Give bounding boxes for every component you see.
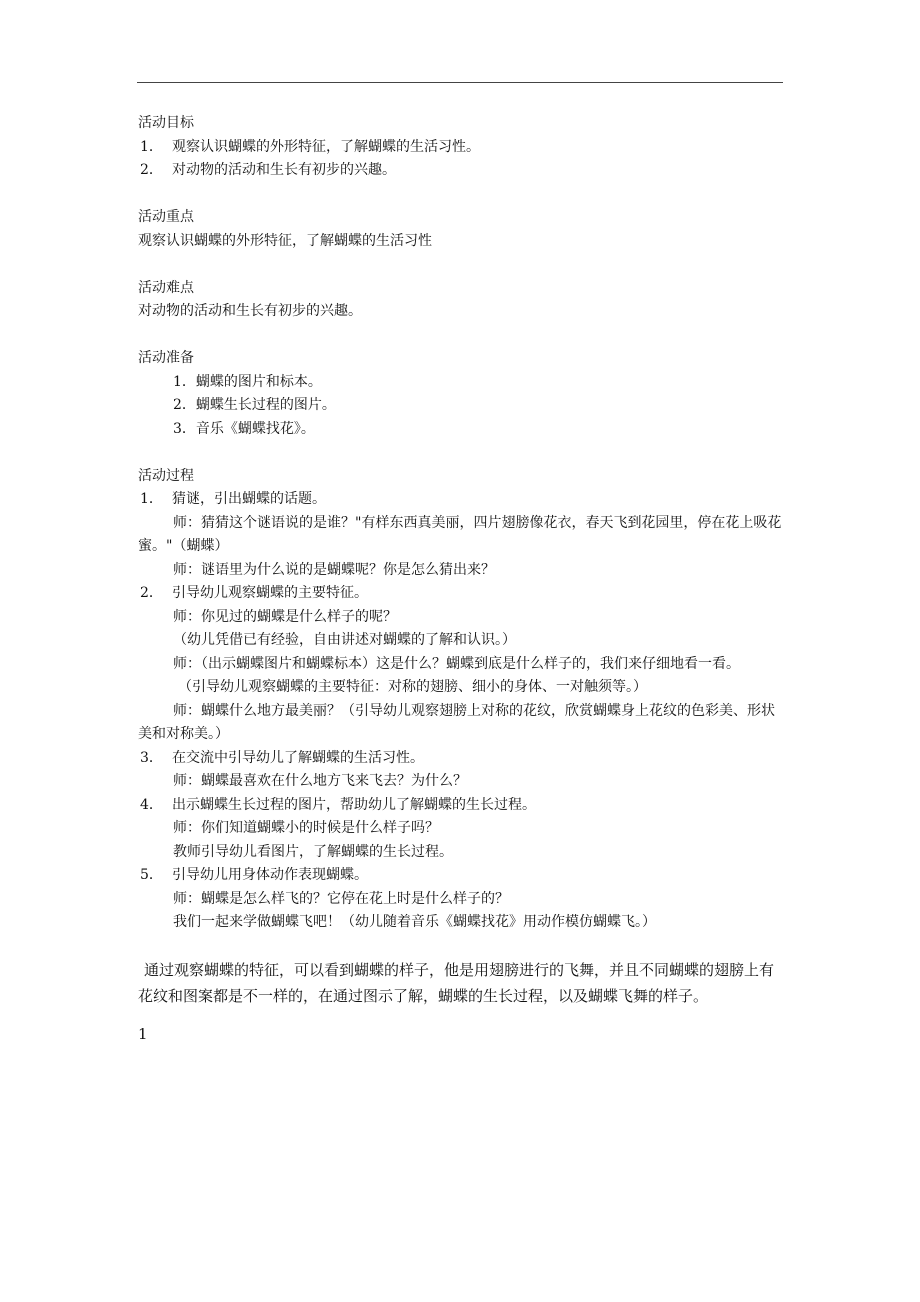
step-title: 猜谜，引出蝴蝶的话题。 bbox=[172, 491, 326, 507]
spacer bbox=[138, 324, 788, 348]
process-step-2 bbox=[138, 582, 788, 606]
summary-paragraph: 通过观察蝴蝶的特征，可以看到蝴蝶的样子，他是用翅膀进行的飞舞，并且不同蝴蝶的翅膀上有花纹和图案都是不一样的，在通过图示了解，蝴蝶的生长过程，以及蝴蝶飞舞的样子。 bbox=[138, 960, 775, 1005]
difficulty-heading: 活动难点 bbox=[138, 279, 194, 296]
focus-text: 观察认识蝴蝶的外形特征，了解蝴蝶的生活习性 bbox=[138, 232, 432, 249]
document-body bbox=[138, 112, 788, 1059]
preparation-item: 2．蝴蝶生长过程的图片。 bbox=[173, 397, 336, 413]
step-paragraph: 师：谜语里为什么说的是蝴蝶呢？你是怎么猜出来？ bbox=[173, 561, 495, 578]
step-paragraph: 师：蝴蝶是怎么样飞的？它停在花上时是什么样子的？ bbox=[173, 890, 509, 907]
step-paragraph: 教师引导幼儿看图片，了解蝴蝶的生长过程。 bbox=[173, 843, 453, 860]
step-num: 4． bbox=[140, 796, 163, 813]
step-title: 出示蝴蝶生长过程的图片，帮助幼儿了解蝴蝶的生长过程。 bbox=[172, 796, 536, 813]
process-step-3 bbox=[138, 747, 788, 771]
goal-text: 观察认识蝴蝶的外形特征，了解蝴蝶的生活习性。 bbox=[172, 138, 480, 155]
step-num: 5． bbox=[140, 867, 163, 883]
preparation-heading: 活动准备 bbox=[138, 350, 194, 366]
spacer bbox=[138, 441, 788, 465]
step-paragraph: 师：猜猜这个谜语说的是谁？"有样东西真美丽，四片翅膀像花衣，春天飞到花园里，停在花上吸花蜜。"（蝴蝶） bbox=[138, 514, 782, 554]
goals-heading: 活动目标 bbox=[138, 115, 194, 131]
step-paragraph: 师：蝴蝶最喜欢在什么地方飞来飞去？为什么？ bbox=[173, 773, 467, 789]
step-paragraph: 师：（出示蝴蝶图片和蝴蝶标本）这是什么？蝴蝶到底是什么样子的，我们来仔细地看一看。 bbox=[173, 655, 740, 672]
step-num: 2． bbox=[140, 585, 163, 601]
difficulty-text: 对动物的活动和生长有初步的兴趣。 bbox=[138, 303, 362, 319]
step-title: 引导幼儿用身体动作表现蝴蝶。 bbox=[172, 867, 368, 883]
goal-item bbox=[138, 136, 788, 160]
goal-item bbox=[138, 159, 788, 183]
header-rule bbox=[137, 82, 783, 83]
process-step-1 bbox=[138, 488, 788, 512]
focus-heading: 活动重点 bbox=[138, 209, 194, 225]
step-paragraph: （幼儿凭借已有经验，自由讲述对蝴蝶的了解和认识。） bbox=[173, 632, 516, 648]
step-title: 引导幼儿观察蝴蝶的主要特征。 bbox=[172, 585, 368, 601]
spacer bbox=[138, 253, 788, 277]
preparation-item: 1．蝴蝶的图片和标本。 bbox=[173, 373, 322, 390]
process-step-4 bbox=[138, 794, 788, 818]
step-paragraph: 师：你见过的蝴蝶是什么样子的呢？ bbox=[173, 608, 397, 625]
process-heading: 活动过程 bbox=[138, 467, 194, 484]
goal-num: 2． bbox=[140, 162, 163, 178]
step-paragraph: 师：蝴蝶什么地方最美丽？（引导幼儿观察翅膀上对称的花纹，欣赏蝴蝶身上花纹的色彩美、形状美和对称美。） bbox=[138, 702, 775, 742]
step-paragraph: 师：你们知道蝴蝶小的时候是什么样子吗？ bbox=[173, 820, 439, 836]
spacer bbox=[138, 183, 788, 207]
step-paragraph: 我们一起来学做蝴蝶飞吧！（幼儿随着音乐《蝴蝶找花》用动作模仿蝴蝶飞。） bbox=[173, 914, 656, 930]
preparation-item: 3．音乐《蝴蝶找花》。 bbox=[173, 420, 315, 437]
goal-num: 1． bbox=[140, 138, 163, 155]
process-step-5 bbox=[138, 864, 788, 888]
step-num: 3． bbox=[140, 749, 163, 766]
step-title: 在交流中引导幼儿了解蝴蝶的生活习性。 bbox=[172, 749, 424, 766]
goal-text: 对动物的活动和生长有初步的兴趣。 bbox=[172, 162, 396, 178]
page-number: 1 bbox=[138, 1024, 148, 1043]
step-num: 1． bbox=[140, 491, 163, 507]
step-paragraph: （引导幼儿观察蝴蝶的主要特征：对称的翅膀、细小的身体、一对触须等。） bbox=[178, 679, 647, 695]
